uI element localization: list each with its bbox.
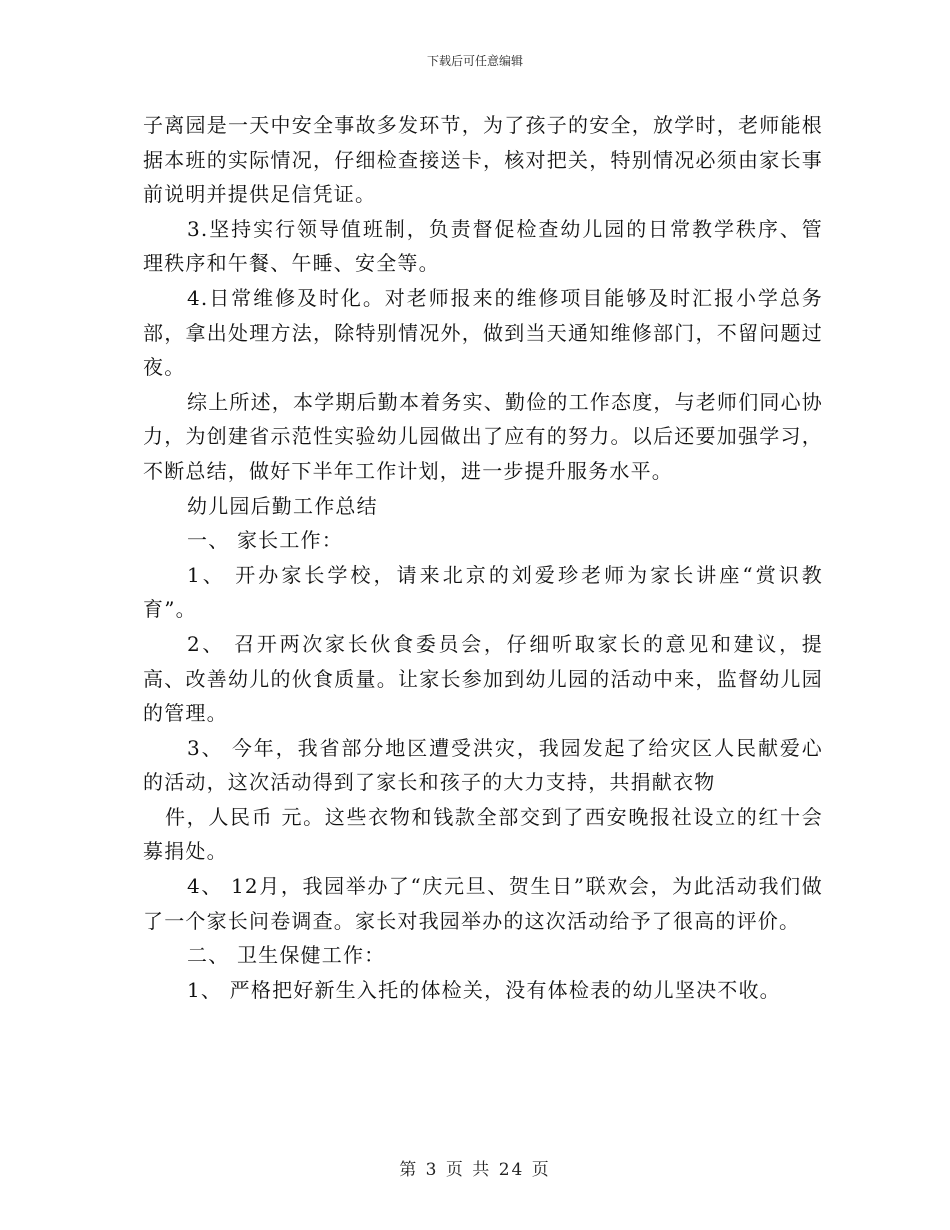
paragraph: 4、 12月，我园举办了“庆元旦、贺生日”联欢会，为此活动我们做了一个家长问卷调查。家长对我园举办的这次活动给予了很高的评价。 [143,874,823,933]
document-body [143,108,823,1007]
paragraph: 综上所述，本学期后勤本着务实、勤俭的工作态度，与老师们同心协力，为创建省示范性实验幼儿园做出了应有的努力。以后还要加强学习，不断总结，做好下半年工作计划，进一步提升服务水平。 [143,389,823,483]
paragraph: 3、 今年，我省部分地区遭受洪灾，我园发起了给灾区人民献爱心的活动，这次活动得到了家长和孩子的大力支持，共捐献衣物 [143,735,823,795]
paragraph: 件，人民币 元。这些衣物和钱款全部交到了西安晚报社设立的红十会募捐处。 [143,804,823,864]
paragraph: 4.日常维修及时化。对老师报来的维修项目能够及时汇报小学总务部，拿出处理方法，除特别情况外，做到当天通知维修部门，不留问题过夜。 [143,285,823,380]
paragraph: 1、 严格把好新生入托的体检关，没有体检表的幼儿坚决不收。 [187,977,781,1002]
paragraph: 2、 召开两次家长伙食委员会，仔细听取家长的意见和建议，提高、改善幼儿的伙食质量。让家长参加到幼儿园的活动中来，监督幼儿园的管理。 [143,631,823,726]
page-header: 下载后可任意编辑 [426,54,523,68]
paragraph: 3.坚持实行领导值班制，负责督促检查幼儿园的日常教学秩序、管理秩序和午餐、午睡、安全等。 [143,216,823,276]
paragraph: 子离园是一天中安全事故多发环节，为了孩子的安全，放学时，老师能根据本班的实际情况，仔细检查接送卡，核对把关，特别情况必须由家长事前说明并提供足信凭证。 [143,113,823,207]
page-footer: 第 3 页 共 24 页 [399,1160,551,1180]
paragraph: 1、 开办家长学校，请来北京的刘爱珍老师为家长讲座“赏识教育”。 [143,562,823,622]
section-title: 幼儿园后勤工作总结 [187,493,378,518]
section-heading: 一、 家长工作： [187,528,343,553]
section-heading: 二、 卫生保健工作： [187,943,386,968]
